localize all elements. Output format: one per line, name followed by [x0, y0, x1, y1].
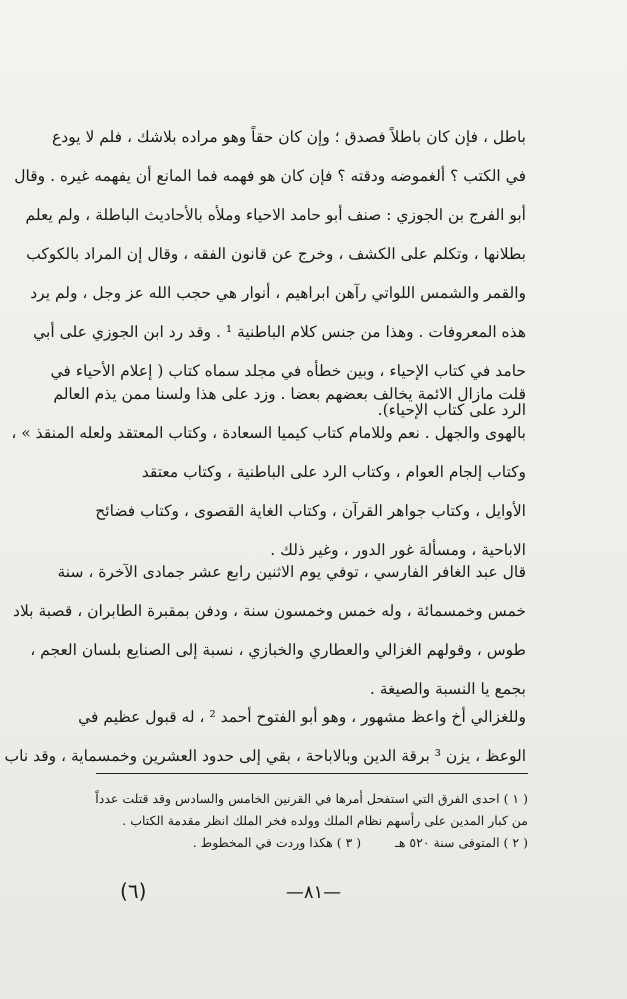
text-line: وللغزالي أخ واعظ مشهور ، وهو أبو الفتوح أحمد ² ، له قبول عظيم في [78, 708, 526, 726]
text-line: طوس ، وقولهم الغزالي والعطاري والخبازي ، نسبة إلى الصنايع بلسان العجم ، [30, 641, 526, 659]
footnote-3: ( ٣ ) هكذا وردت في المخطوط . [192, 835, 362, 850]
text-line: أبو الفرج بن الجوزي : صنف أبو حامد الاحياء وملأه بالأحاديث الباطلة ، ولم يعلم [25, 206, 526, 224]
text-line: خمس وخمسمائة ، وله خمس وخمسون سنة ، ودفن بمقبرة الطابران ، قصبة بلاد [13, 602, 526, 620]
text-line: قلت مازال الائمة يخالف بعضهم بعضا . وزد على هذا ولسنا ممن يذم العالم [53, 385, 526, 403]
text-line: هذه المعروفات . وهذا من جنس كلام الباطنية ¹ . وقد رد ابن الجوزي على أبي [33, 323, 526, 341]
text-line: باطل ، فإن كان باطلاً فصدق ؛ وإن كان حقاً وهو مراده بلاشك ، فلم لا يودع [52, 128, 526, 146]
signature-mark: (٦) [120, 879, 147, 903]
paragraph-imam-books [11, 375, 526, 570]
text-line: الرد على كتاب الإحياء). [377, 401, 526, 419]
text-line: الاباحية ، ومسألة غور الدور ، وغير ذلك . [270, 541, 526, 559]
text-line: بالهوى والجهل . نعم وللامام كتاب كيميا السعادة ، وكتاب المعتقد ولعله المنقذ » ، [11, 424, 526, 442]
paragraph-brother-ahmad [4, 698, 526, 776]
text-line: وكتاب إلجام العوام ، وكتاب الرد على الباطنية ، وكتاب معتقد [141, 463, 526, 481]
text-line: الأوايل ، وكتاب جواهر القرآن ، وكتاب الغاية القصوى ، وكتاب فضائح [95, 502, 526, 520]
footnote-1-line-1: ( ١ ) احدى الفرق التي استفحل أمرها في القرنين الخامس والسادس وقد قتلت عدداً [95, 791, 528, 806]
footnote-divider [96, 773, 528, 774]
footnote-row [96, 832, 528, 854]
text-line: الوعظ ، يزن ³ برقة الدين وبالاباحة ، بقي إلى حدود العشرين وخمسماية ، وقد ناب [4, 747, 526, 765]
footnotes [96, 788, 528, 854]
footnote-2: ( ٢ ) المتوفى سنة ٥٢٠ هـ [395, 835, 528, 850]
text-line: والقمر والشمس اللواتي رآهن ابراهيم ، أنوار هي حجب الله عز وجل ، ولم يرد [30, 284, 526, 302]
paragraph-death-date [13, 553, 526, 709]
text-line: حامد في كتاب الإحياء ، وبين خطأه في مجلد سماه كتاب ( إعلام الأحياء في [50, 362, 526, 380]
page-number: —٨١— [285, 882, 342, 903]
text-line: في الكتب ؟ ألغموضه ودقته ؟ فإن كان هو فهمه فما المانع أن يفهمه غيره . وقال [14, 167, 526, 185]
text-line: بجمع يا النسبة والصيغة . [369, 680, 526, 698]
text-line: بطلانها ، وتكلم على الكشف ، وخرج عن قانون الفقه ، وقال إن المراد بالكوكب [26, 245, 526, 263]
footnote-1-line-2: من كبار المدين على رأسهم نظام الملك وولده فخر الملك انظر مقدمة الكتاب . [122, 813, 528, 828]
text-line: قال عبد الغافر الفارسي ، توفي يوم الاثنين رابع عشر جمادى الآخرة ، سنة [57, 563, 526, 581]
